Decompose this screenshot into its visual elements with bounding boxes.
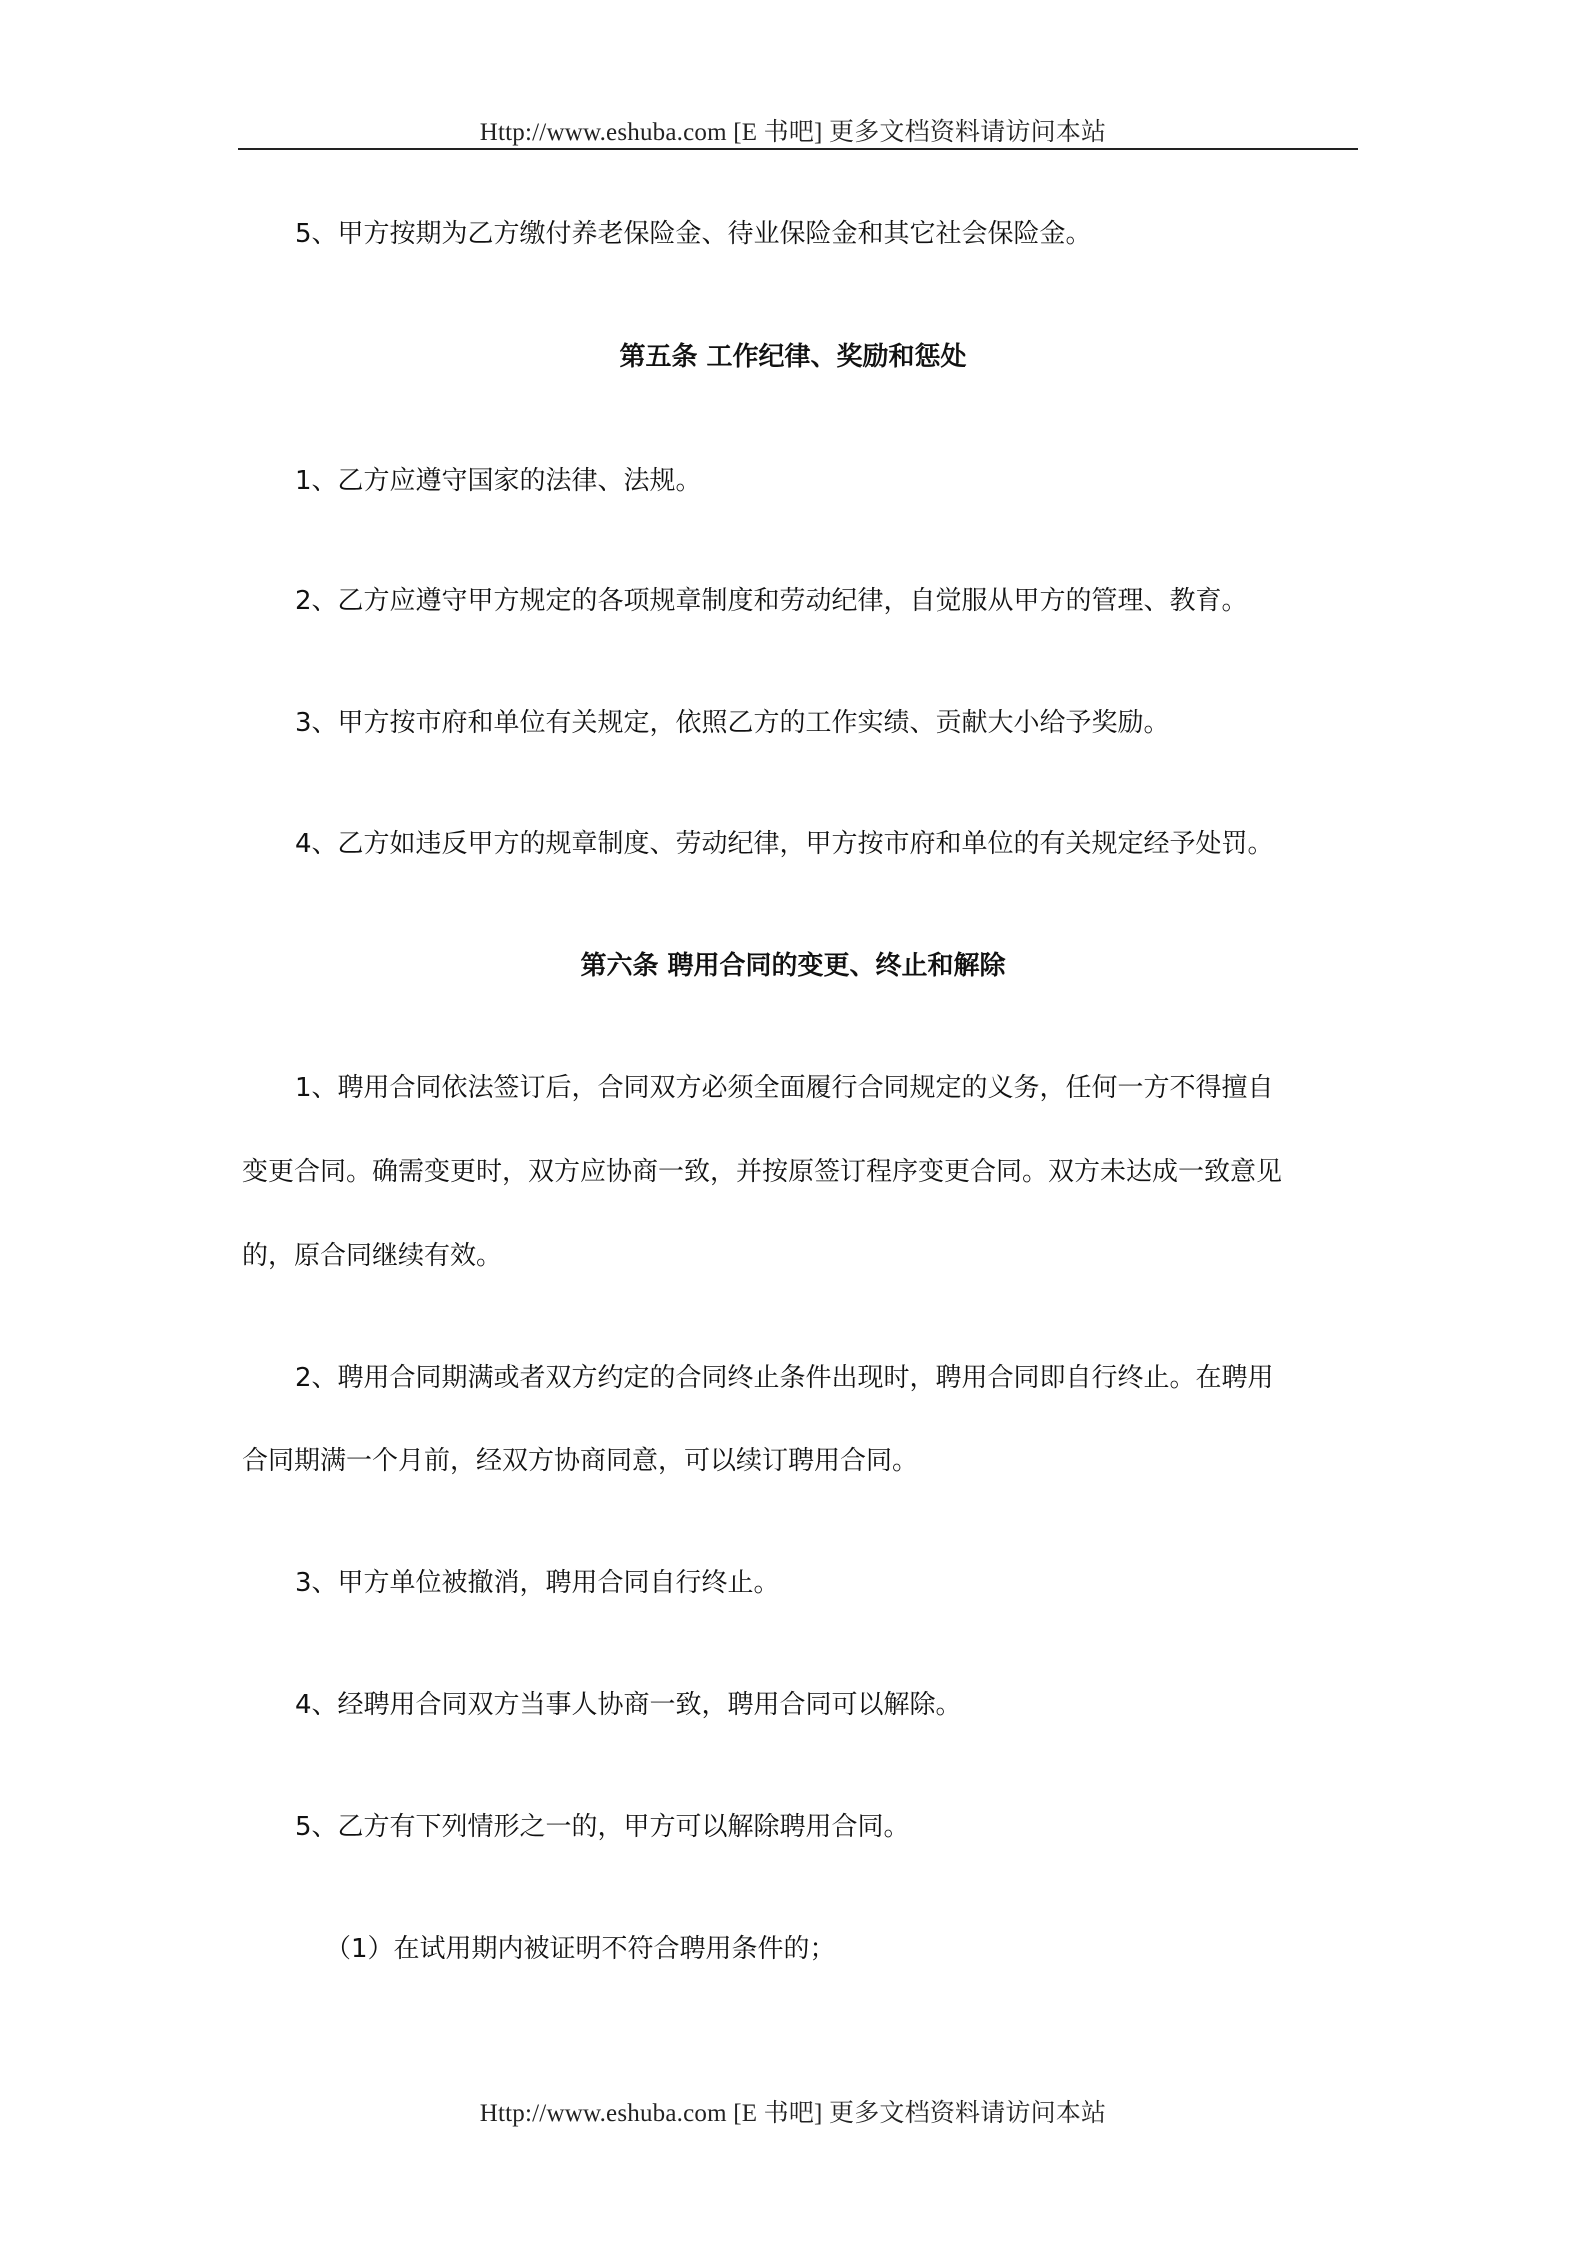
article-6-title: 第六条 聘用合同的变更、终止和解除: [580, 951, 1006, 981]
article-6-item-1-line-3: 的，原合同继续有效。: [242, 1241, 503, 1271]
article-5-title: 第五条 工作纪律、奖励和惩处: [619, 342, 967, 372]
header-divider: [238, 148, 1358, 150]
article-5-item-3: 3、甲方按市府和单位有关规定，依照乙方的工作实绩、贡献大小给予奖励。: [295, 708, 1170, 738]
article-6-item-2-line-2: 合同期满一个月前，经双方协商同意，可以续订聘用合同。: [242, 1446, 919, 1476]
article-6-item-3: 3、甲方单位被撤消，聘用合同自行终止。: [295, 1568, 780, 1598]
article-6-item-5-sub-1: （1）在试用期内被证明不符合聘用条件的；: [325, 1934, 836, 1964]
article-5-item-1: 1、乙方应遵守国家的法律、法规。: [295, 466, 702, 496]
paragraph-item-5: 5、甲方按期为乙方缴付养老保险金、待业保险金和其它社会保险金。: [295, 219, 1092, 249]
article-6-item-1-line-1: 1、聘用合同依法签订后，合同双方必须全面履行合同规定的义务，任何一方不得擅自: [295, 1073, 1274, 1103]
article-6-item-2-line-1: 2、聘用合同期满或者双方约定的合同终止条件出现时，聘用合同即自行终止。在聘用: [295, 1363, 1274, 1393]
page-header: Http://www.eshuba.com [E 书吧] 更多文档资料请访问本站: [479, 119, 1107, 146]
article-6-item-4: 4、经聘用合同双方当事人协商一致，聘用合同可以解除。: [295, 1690, 962, 1720]
article-5-item-2: 2、乙方应遵守甲方规定的各项规章制度和劳动纪律，自觉服从甲方的管理、教育。: [295, 586, 1248, 616]
article-6-item-5: 5、乙方有下列情形之一的，甲方可以解除聘用合同。: [295, 1812, 910, 1842]
article-5-item-4: 4、乙方如违反甲方的规章制度、劳动纪律，甲方按市府和单位的有关规定经予处罚。: [295, 829, 1274, 859]
page-footer: Http://www.eshuba.com [E 书吧] 更多文档资料请访问本站: [479, 2100, 1107, 2127]
article-6-item-1-line-2: 变更合同。确需变更时，双方应协商一致，并按原签订程序变更合同。双方未达成一致意见: [242, 1157, 1283, 1187]
